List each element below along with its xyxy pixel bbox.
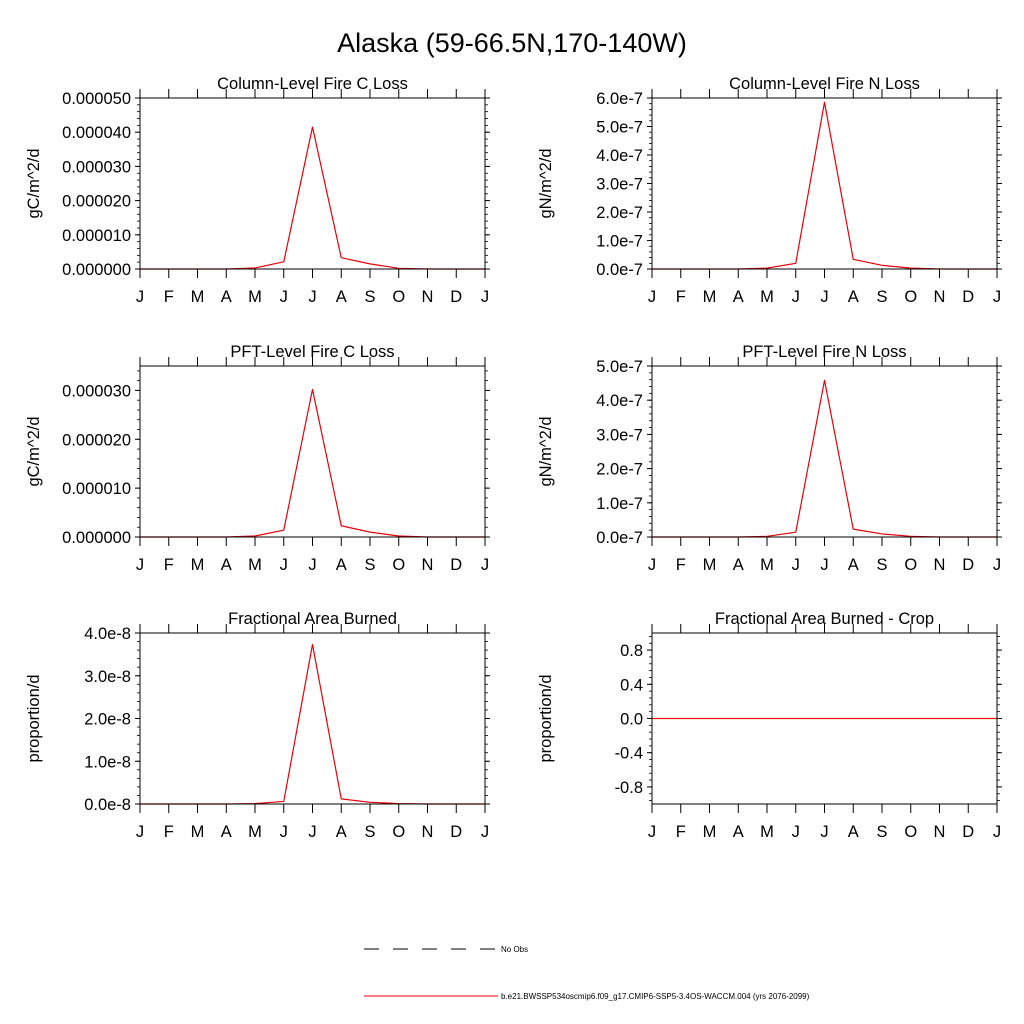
y-tick-label: 2.0e-8 [84,710,131,729]
y-tick-label: 1.0e-7 [596,232,643,251]
y-tick-label: 1.0e-8 [84,753,131,772]
chart-panel-3 [25,343,490,574]
plot-frame [140,633,485,804]
x-tick-label: F [675,556,686,574]
x-tick-label: J [279,288,288,306]
x-tick-label: N [933,288,946,306]
x-tick-label: J [992,823,1002,841]
y-tick-label: 0.000050 [62,90,131,108]
y-tick-label: 3.0e-8 [84,667,131,686]
x-tick-label: N [421,823,434,841]
x-tick-label: O [904,556,918,574]
x-tick-label: N [421,288,434,306]
x-tick-label: M [248,288,262,306]
y-tick-label: 3.0e-7 [596,175,643,194]
x-tick-label: J [135,288,145,306]
y-tick-label: 0.0 [620,710,643,729]
y-tick-label: 0.0e-7 [596,261,643,279]
chart-panel-6 [537,610,1002,841]
y-tick-label: 0.000030 [62,382,131,401]
x-tick-label: M [760,556,774,574]
series-line [652,102,997,269]
x-tick-label: M [248,556,262,574]
y-tick-label: 4.0e-7 [596,392,643,411]
x-tick-label: S [364,288,376,306]
x-tick-label: D [962,823,975,841]
y-tick-label: 0.000010 [62,480,131,499]
y-axis-label: gN/m^2/d [537,416,555,487]
x-tick-label: J [480,556,490,574]
y-axis-label: gC/m^2/d [25,416,43,487]
x-tick-label: M [702,823,717,841]
x-tick-label: J [647,288,657,306]
y-tick-label: 5.0e-7 [596,118,643,137]
x-tick-label: N [933,556,946,574]
x-tick-label: J [791,823,800,841]
x-tick-label: A [732,288,744,306]
series-line [140,127,485,269]
x-tick-label: D [450,556,463,574]
chart-panel-2 [537,75,1002,306]
x-tick-label: A [732,823,744,841]
y-tick-label: 0.000040 [62,124,131,143]
x-tick-label: M [760,823,774,841]
x-tick-label: D [450,288,463,306]
y-tick-label: 1.0e-7 [596,494,643,513]
series-line [652,380,997,537]
plot-frame [652,366,997,537]
x-tick-label: A [220,556,232,574]
y-tick-label: 0.0e-7 [596,529,643,547]
y-axis-label: gN/m^2/d [537,148,555,219]
panel-title: Fractional Area Burned [228,610,397,628]
x-tick-label: J [820,556,829,574]
x-tick-label: N [421,556,434,574]
x-tick-label: A [732,556,744,574]
x-tick-label: F [163,556,174,574]
x-tick-label: S [364,556,376,574]
y-tick-label: -0.4 [614,744,643,763]
x-tick-label: D [450,823,463,841]
panel-title: Column-Level Fire N Loss [729,75,920,93]
y-tick-label: 4.0e-7 [596,147,643,165]
x-tick-label: A [220,823,232,841]
chart-panel-1 [25,75,490,306]
x-tick-label: J [791,288,800,306]
x-tick-label: A [335,556,347,574]
x-tick-label: O [392,288,406,306]
y-tick-label: 5.0e-7 [596,358,643,376]
panels [25,75,1002,841]
y-tick-label: 0.000020 [62,192,131,211]
panel-title: Column-Level Fire C Loss [217,75,408,93]
x-tick-label: F [163,823,174,841]
x-tick-label: J [135,823,145,841]
x-tick-label: A [847,556,859,574]
x-tick-label: M [760,288,774,306]
plot-frame [140,98,485,269]
x-tick-label: J [308,556,317,574]
x-tick-label: J [992,288,1002,306]
x-tick-label: M [190,556,205,574]
x-tick-label: O [392,556,406,574]
legend [364,945,810,1001]
x-tick-label: A [847,823,859,841]
x-tick-label: O [392,823,406,841]
x-tick-label: J [279,823,288,841]
x-tick-label: N [933,823,946,841]
x-tick-label: M [248,823,262,841]
x-tick-label: J [647,556,657,574]
figure-title: Alaska (59-66.5N,170-140W) [337,28,687,58]
y-tick-label: 0.4 [620,676,643,695]
y-tick-label: 0.8 [620,642,643,661]
x-tick-label: S [876,823,888,841]
x-tick-label: J [647,823,657,841]
legend-model-label: b.e21.BWSSP534oscmip6.f09_g17.CMIP6-SSP5-3.4OS-WACCM.004 (yrs 2076-2099) [501,992,810,1001]
x-tick-label: D [962,556,975,574]
x-tick-label: F [675,288,686,306]
x-tick-label: M [702,556,717,574]
x-tick-label: S [364,823,376,841]
x-tick-label: J [791,556,800,574]
chart-panel-4 [537,343,1002,574]
panel-title: Fractional Area Burned - Crop [714,610,935,628]
x-tick-label: D [962,288,975,306]
x-tick-label: S [876,288,888,306]
x-tick-label: A [847,288,859,306]
y-tick-label: 3.0e-7 [596,426,643,445]
legend-obs-label: No Obs [501,945,529,954]
x-tick-label: M [702,288,717,306]
x-tick-label: J [820,288,829,306]
y-tick-label: -0.8 [614,778,643,797]
plot-frame [652,98,997,269]
panel-title: PFT-Level Fire C Loss [230,343,395,361]
y-axis-label: proportion/d [25,674,43,763]
x-tick-label: J [480,823,490,841]
y-axis-label: proportion/d [537,674,555,763]
x-tick-label: J [279,556,288,574]
x-tick-label: A [220,288,232,306]
y-tick-label: 0.0e-8 [84,796,131,814]
y-tick-label: 2.0e-7 [596,204,643,222]
x-tick-label: A [335,823,347,841]
x-tick-label: S [876,556,888,574]
series-line [140,645,485,804]
x-tick-label: J [480,288,490,306]
y-tick-label: 0.000010 [62,226,131,245]
x-tick-label: M [190,823,205,841]
x-tick-label: J [308,823,317,841]
x-tick-label: A [335,288,347,306]
x-tick-label: J [820,823,829,841]
y-tick-label: 0.000000 [62,261,131,279]
x-tick-label: J [135,556,145,574]
x-tick-label: M [190,288,205,306]
panel-title: PFT-Level Fire N Loss [742,343,907,361]
x-tick-label: O [904,823,918,841]
x-tick-label: F [163,288,174,306]
y-axis-label: gC/m^2/d [25,148,43,219]
chart-panel-5 [25,610,490,841]
y-tick-label: 0.000020 [62,431,131,450]
y-tick-label: 2.0e-7 [596,460,643,479]
x-tick-label: F [675,823,686,841]
x-tick-label: J [992,556,1002,574]
y-tick-label: 0.000000 [62,529,131,547]
x-tick-label: J [308,288,317,306]
y-tick-label: 6.0e-7 [596,90,643,108]
y-tick-label: 0.000030 [62,158,131,177]
series-line [140,389,485,537]
y-tick-label: 4.0e-8 [84,625,131,643]
x-tick-label: O [904,288,918,306]
